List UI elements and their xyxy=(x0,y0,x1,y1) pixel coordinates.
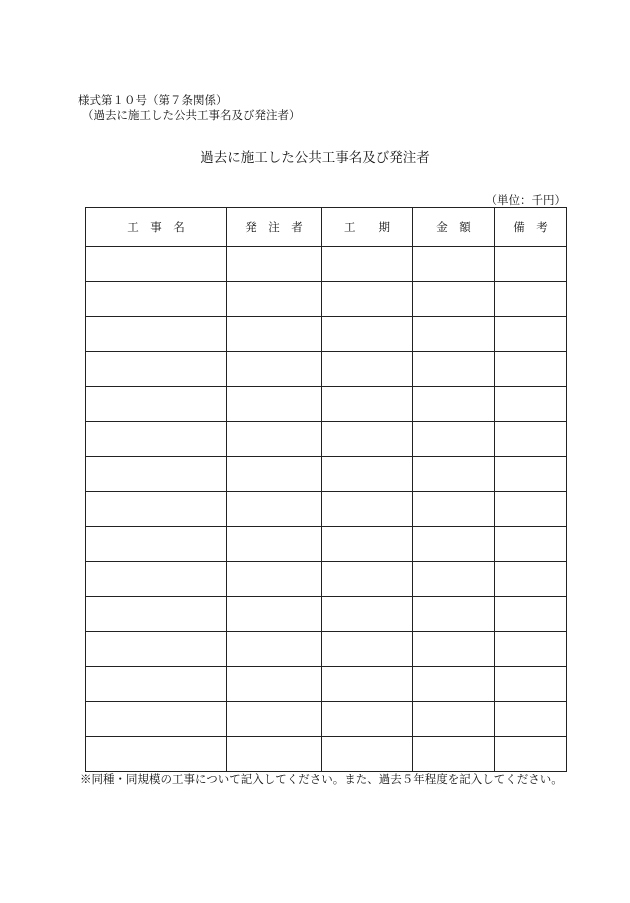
cell-work-name xyxy=(86,457,227,492)
table-row xyxy=(86,422,567,457)
footnote: ※同種・同規模の工事について記入してください。また、過去５年程度を記入してください。 xyxy=(80,772,563,786)
cell-client xyxy=(227,282,322,317)
cell-amount xyxy=(413,562,495,597)
cell-period xyxy=(322,422,413,457)
cell-period xyxy=(322,667,413,702)
cell-work-name xyxy=(86,597,227,632)
cell-amount xyxy=(413,247,495,282)
cell-period xyxy=(322,282,413,317)
cell-period xyxy=(322,457,413,492)
table-row xyxy=(86,562,567,597)
cell-remarks xyxy=(495,737,567,772)
cell-work-name xyxy=(86,527,227,562)
cell-period xyxy=(322,632,413,667)
cell-work-name xyxy=(86,737,227,772)
header-client: 発 注 者 xyxy=(227,208,322,247)
works-table xyxy=(85,207,567,772)
table-row xyxy=(86,317,567,352)
table-body xyxy=(86,247,567,772)
cell-remarks xyxy=(495,457,567,492)
table-row xyxy=(86,597,567,632)
cell-amount xyxy=(413,282,495,317)
cell-period xyxy=(322,597,413,632)
table-row xyxy=(86,282,567,317)
header-amount: 金 額 xyxy=(413,208,495,247)
cell-period xyxy=(322,702,413,737)
cell-remarks xyxy=(495,387,567,422)
cell-work-name xyxy=(86,317,227,352)
table-row xyxy=(86,702,567,737)
cell-amount xyxy=(413,352,495,387)
header-period: 工 期 xyxy=(322,208,413,247)
table-row xyxy=(86,667,567,702)
cell-client xyxy=(227,737,322,772)
cell-remarks xyxy=(495,667,567,702)
cell-client xyxy=(227,317,322,352)
table-row xyxy=(86,492,567,527)
cell-work-name xyxy=(86,632,227,667)
table-row xyxy=(86,247,567,282)
table-row xyxy=(86,387,567,422)
table-row xyxy=(86,737,567,772)
cell-amount xyxy=(413,702,495,737)
cell-amount xyxy=(413,422,495,457)
cell-remarks xyxy=(495,597,567,632)
page-title: 過去に施工した公共工事名及び発注者 xyxy=(200,150,430,166)
cell-amount xyxy=(413,457,495,492)
cell-period xyxy=(322,387,413,422)
table-header-row xyxy=(86,208,567,247)
cell-client xyxy=(227,632,322,667)
cell-remarks xyxy=(495,282,567,317)
cell-amount xyxy=(413,387,495,422)
cell-amount xyxy=(413,317,495,352)
cell-work-name xyxy=(86,282,227,317)
cell-client xyxy=(227,387,322,422)
cell-work-name xyxy=(86,702,227,737)
cell-remarks xyxy=(495,352,567,387)
cell-client xyxy=(227,527,322,562)
cell-remarks xyxy=(495,422,567,457)
cell-remarks xyxy=(495,247,567,282)
cell-work-name xyxy=(86,352,227,387)
cell-client xyxy=(227,492,322,527)
header-remarks: 備 考 xyxy=(495,208,567,247)
cell-remarks xyxy=(495,527,567,562)
cell-period xyxy=(322,527,413,562)
cell-remarks xyxy=(495,492,567,527)
cell-remarks xyxy=(495,702,567,737)
table-row xyxy=(86,457,567,492)
cell-remarks xyxy=(495,317,567,352)
cell-amount xyxy=(413,527,495,562)
cell-amount xyxy=(413,632,495,667)
cell-client xyxy=(227,667,322,702)
cell-client xyxy=(227,562,322,597)
cell-client xyxy=(227,597,322,632)
cell-work-name xyxy=(86,247,227,282)
cell-client xyxy=(227,247,322,282)
form-subtitle: （過去に施工した公共工事名及び発注者） xyxy=(82,108,301,122)
cell-period xyxy=(322,562,413,597)
cell-work-name xyxy=(86,387,227,422)
cell-client xyxy=(227,352,322,387)
cell-amount xyxy=(413,737,495,772)
cell-amount xyxy=(413,667,495,702)
cell-client xyxy=(227,702,322,737)
cell-client xyxy=(227,457,322,492)
cell-amount xyxy=(413,492,495,527)
cell-period xyxy=(322,247,413,282)
cell-period xyxy=(322,317,413,352)
cell-amount xyxy=(413,597,495,632)
cell-work-name xyxy=(86,667,227,702)
table-row xyxy=(86,527,567,562)
unit-label: （単位：千円） xyxy=(485,193,566,207)
cell-work-name xyxy=(86,562,227,597)
cell-client xyxy=(227,422,322,457)
cell-remarks xyxy=(495,562,567,597)
header-work-name: 工 事 名 xyxy=(86,208,227,247)
cell-work-name xyxy=(86,422,227,457)
form-number: 様式第１０号（第７条関係） xyxy=(78,93,228,107)
cell-period xyxy=(322,352,413,387)
cell-remarks xyxy=(495,632,567,667)
cell-work-name xyxy=(86,492,227,527)
cell-period xyxy=(322,492,413,527)
cell-period xyxy=(322,737,413,772)
table-row xyxy=(86,352,567,387)
table-row xyxy=(86,632,567,667)
